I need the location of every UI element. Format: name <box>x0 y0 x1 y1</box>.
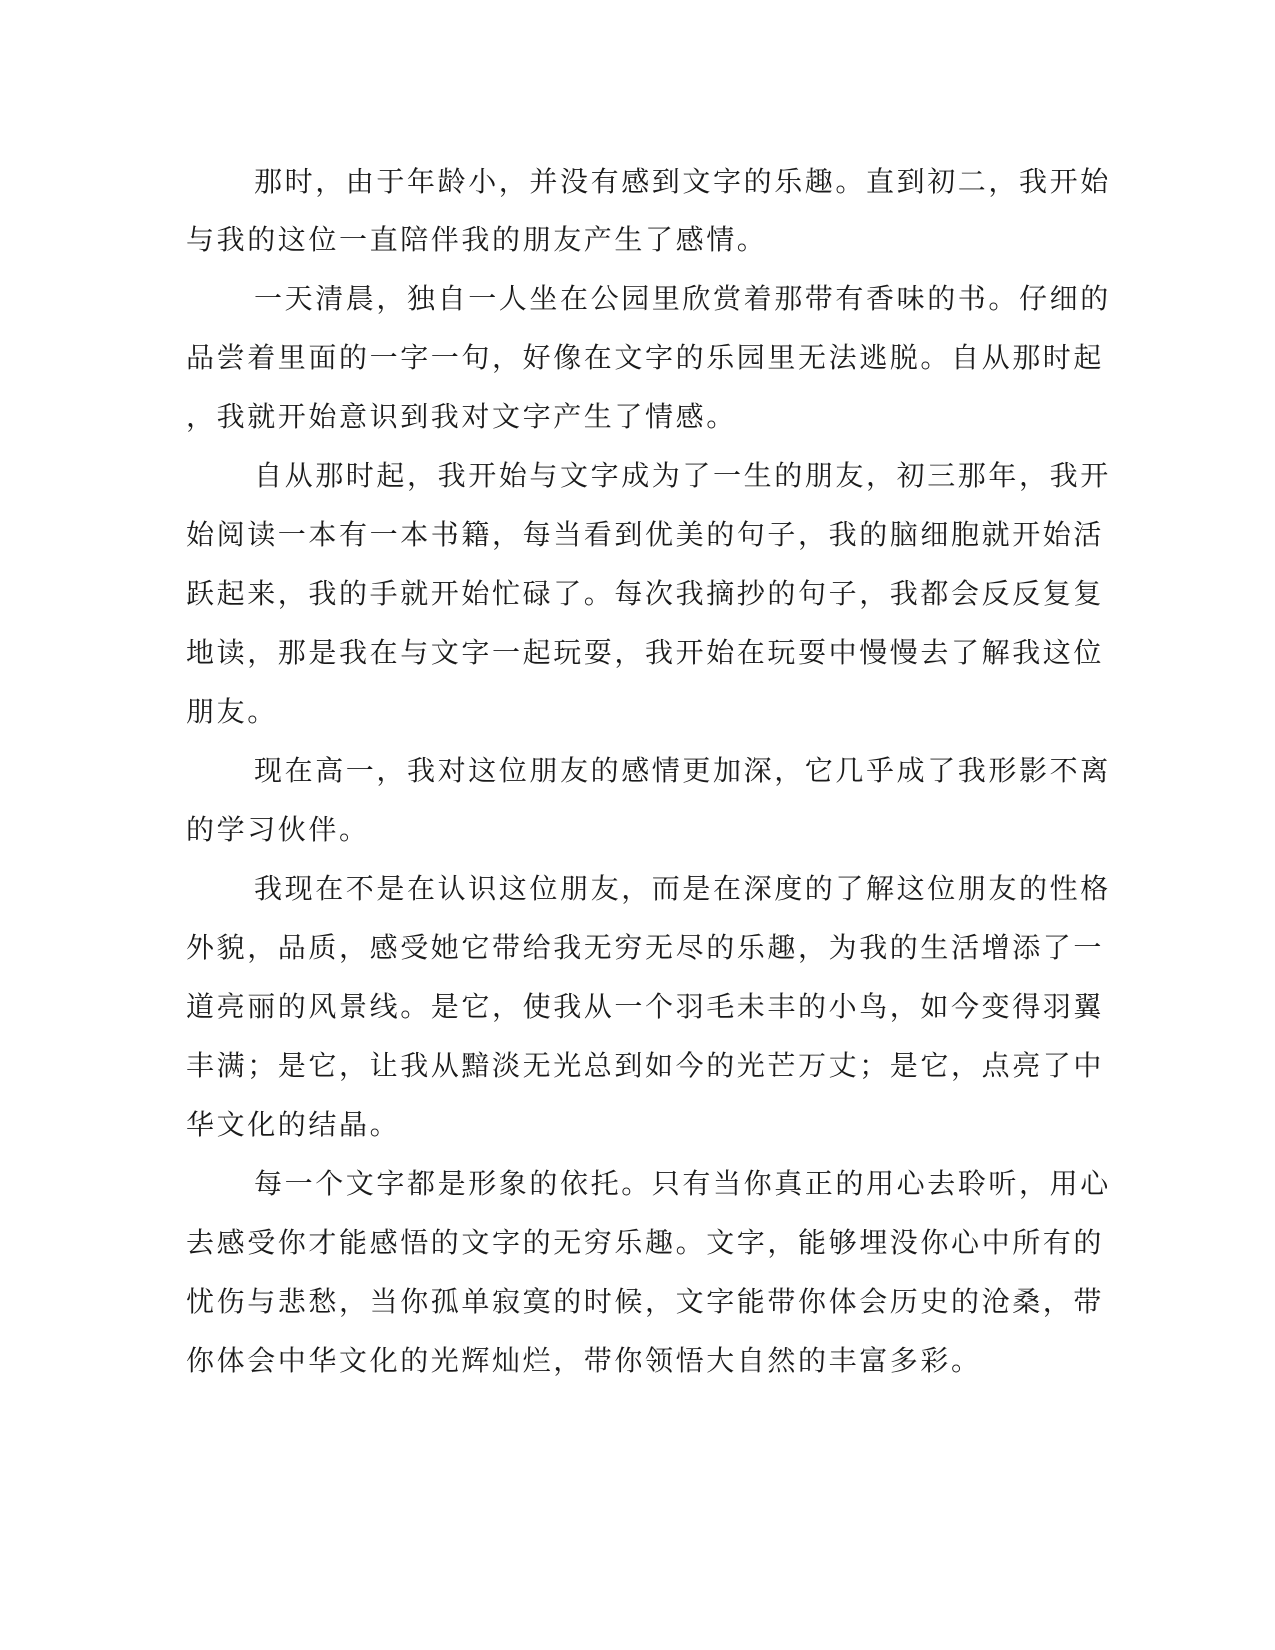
paragraph-5-line-4: 丰满；是它，让我从黯淡无光总到如今的光芒万丈；是它，点亮了中 <box>186 1049 1105 1082</box>
paragraph-2-line-2: 品尝着里面的一字一句，好像在文字的乐园里无法逃脱。自从那时起 <box>186 341 1105 374</box>
paragraph-6-line-1: 每一个文字都是形象的依托。只有当你真正的用心去聆听，用心 <box>254 1167 1111 1200</box>
paragraph-6-line-2: 去感受你才能感悟的文字的无穷乐趣。文字，能够埋没你心中所有的 <box>186 1226 1105 1259</box>
paragraph-3-line-1: 自从那时起，我开始与文字成为了一生的朋友，初三那年，我开 <box>254 459 1111 492</box>
paragraph-6-line-4: 你体会中华文化的光辉灿烂，带你领悟大自然的丰富多彩。 <box>186 1344 982 1377</box>
paragraph-4-line-2: 的学习伙伴。 <box>186 813 370 846</box>
paragraph-3-line-4: 地读，那是我在与文字一起玩耍，我开始在玩耍中慢慢去了解我这位 <box>186 636 1105 669</box>
paragraph-5-line-2: 外貌，品质，感受她它带给我无穷无尽的乐趣，为我的生活增添了一 <box>186 931 1105 964</box>
paragraph-4-line-1: 现在高一，我对这位朋友的感情更加深，它几乎成了我形影不离 <box>254 754 1111 787</box>
paragraph-5-line-3: 道亮丽的风景线。是它，使我从一个羽毛未丰的小鸟，如今变得羽翼 <box>186 990 1105 1023</box>
paragraph-3-line-3: 跃起来，我的手就开始忙碌了。每次我摘抄的句子，我都会反反复复 <box>186 577 1105 610</box>
paragraph-1-line-2: 与我的这位一直陪伴我的朋友产生了感情。 <box>186 223 768 256</box>
paragraph-3-line-5: 朋友。 <box>186 695 278 728</box>
paragraph-2-line-1: 一天清晨，独自一人坐在公园里欣赏着那带有香味的书。仔细的 <box>254 282 1111 315</box>
paragraph-3-line-2: 始阅读一本有一本书籍，每当看到优美的句子，我的脑细胞就开始活 <box>186 518 1105 551</box>
paragraph-5-line-1: 我现在不是在认识这位朋友，而是在深度的了解这位朋友的性格 <box>254 872 1111 905</box>
paragraph-6-line-3: 忧伤与悲愁，当你孤单寂寞的时候，文字能带你体会历史的沧桑，带 <box>186 1285 1105 1318</box>
paragraph-2-line-3: ，我就开始意识到我对文字产生了情感。 <box>186 400 737 433</box>
paragraph-1-line-1: 那时，由于年龄小，并没有感到文字的乐趣。直到初二，我开始 <box>254 165 1111 198</box>
paragraph-5-line-5: 华文化的结晶。 <box>186 1108 401 1141</box>
